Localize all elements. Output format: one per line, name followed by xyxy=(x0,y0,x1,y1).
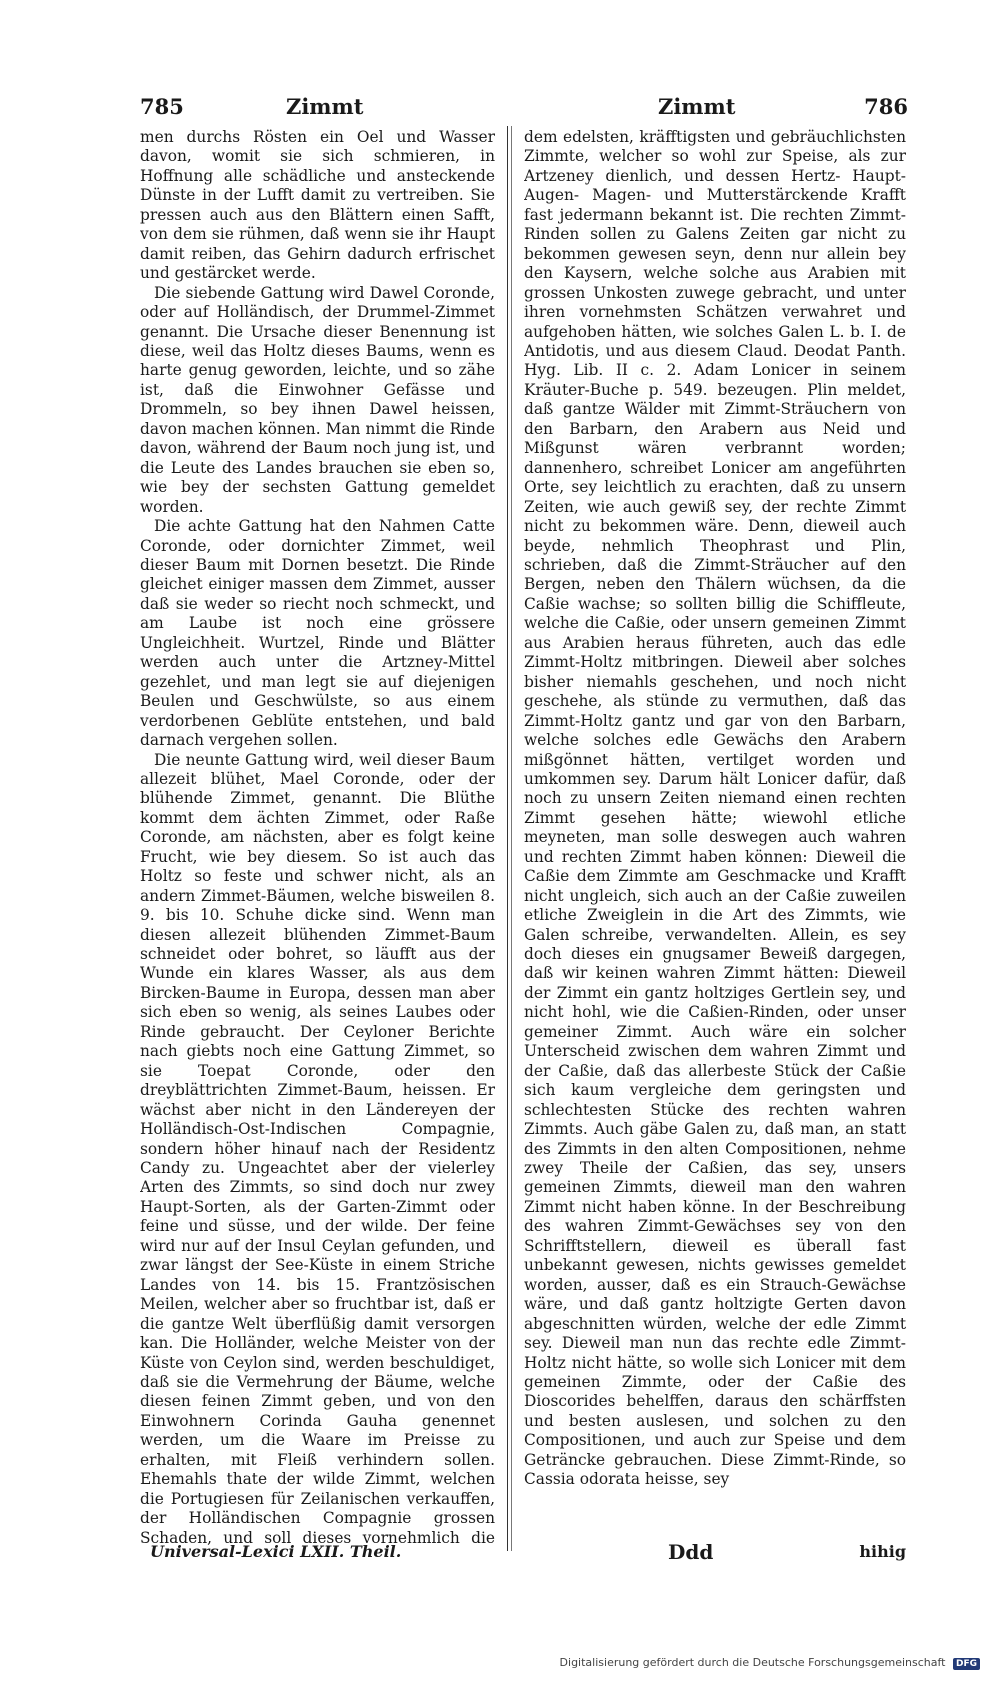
headword-right: Zimmt xyxy=(658,94,736,119)
digitization-credit xyxy=(560,1656,980,1670)
right-text-column xyxy=(524,128,906,1548)
left-paragraph-3: Die achte Gattung hat den Nahmen Catte Coronde, oder dornichter Zimmet, weil dieser Baum mit Dornen besetzt. Die Rinde gleichet einiger massen dem Zimmet, ausser daß sie weder so riecht noch schmeckt, und am Laube ist noch eine grössere Ungleichheit. Wurtzel, Rinde und Blätter werden auch unter die Artzney-Mittel gezehlet, und man legt sie auf diejenigen Beulen und Geschwülste, so aus einem verdorbenen Geblüte entstehen, und bald darnach vergehen sollen. xyxy=(140,517,495,750)
page-number-left: 785 xyxy=(140,94,184,119)
page-header xyxy=(138,92,908,126)
page-number-right: 786 xyxy=(864,94,908,119)
left-text-column xyxy=(140,128,495,1548)
right-paragraph-1: dem edelsten, kräfftigsten und gebräuchlichsten Zimmte, welcher so wohl zur Speise, als zur Artzeney dienlich, und dessen Hertz- Haupt- Augen- Magen- und Mutterstärckende Krafft fast jedermann bekannt ist. Die rechten Zimmt-Rinden sollen zu Galens Zeiten gar nicht zu bekommen gewesen seyn, denn nur allein bey den Kaysern, welche solche aus Arabien mit grossen Unkosten zuwege gebracht, und unter ihren vornehmsten Schätzen verwahret und aufgehoben hätten, wie solches Galen L. b. I. de Antidotis, und aus diesem Claud. Deodat Panth. Hyg. Lib. II c. 2. Adam Lonicer in seinem Kräuter-Buche p. 549. bezeugen. Plin meldet, daß gantze Wälder mit Zimmt-Sträuchern von den Barbarn, den Arabern aus Neid und Mißgunst wären verbrannt worden; dannenhero, schreibet Lonicer am angeführten Orte, sey leichtlich zu erachten, daß zu unsern Zeiten, wie auch gewiß sey, der rechte Zimmt nicht zu bekommen wäre. Denn, dieweil auch beyde, nehmlich Theophrast und Plin, schrieben, daß die Zimmt-Sträucher auf den Bergen, neben den Thälern wüchsen, da die Caßie wachse; so sollten billig die Schiffleute, welche die Caßie, oder unsern gemeinen Zimmt aus Arabien heraus führeten, auch das edle Zimmt-Holtz mitbringen. Dieweil aber solches bisher niemahls geschehen, und noch nicht geschehe, als stünde zu vermuthen, daß das Zimmt-Holtz gantz und gar von den Barbarn, welche solches edle Gewächs den Arabern mißgönnet hätten, vertilget worden und umkommen sey. Darum hält Lonicer dafür, daß noch zu unsern Zeiten niemand einen rechten Zimmt gesehen hätte; wiewohl etliche meyneten, man solle deswegen auch wahren und rechten Zimmt haben können: Dieweil die Caßie dem Zimmte am Geschmacke und Krafft nicht ungleich, sich auch an der Caßie zuweilen etliche Zweiglein in die Art des Zimmts, wie Galen schreibe, verwandelten. Allein, es sey doch dieses ein gnugsamer Beweiß dargegen, daß wir keinen wahren Zimmt hätten: Dieweil der Zimmt ein gantz holtziges Gertlein sey, und nicht hohl, wie die Caßien-Rinden, oder unser gemeiner Zimmt. Auch wäre ein solcher Unterscheid zwischen dem wahren Zimmt und der Caßie, daß das allerbeste Stück der Caßie sich kaum vergleiche dem geringsten und schlechtesten Stücke des rechten wahren Zimmts. Auch gäbe Galen zu, daß man, an statt des Zimmts in den alten Compositionen, nehme zwey Theile der Caßien, das sey, unsers gemeinen Zimmts, dieweil man den wahren Zimmt nicht haben könne. In der Beschreibung des wahren Zimmt-Gewächses sey von den Schrifftstellern, dieweil es überall fast unbekannt gewesen, nichts gewisses gemeldet worden, ausser, daß es ein Strauch-Gewächse wäre, und daß gantz holtzigte Gerten davon abgeschnitten würden, welche der edle Zimmt sey. Dieweil man nun das rechte edle Zimmt-Holtz nicht hätte, so wolle sich Lonicer mit dem gemeinen Zimmte, oder der Caßie des Dioscorides behelffen, daraus den schärffsten und besten auslesen, und solchen zu den Compositionen, und auch zur Speise und dem Geträncke gebrauchen. Diese Zimmt-Rinde, so Cassia odorata heisse, sey xyxy=(524,128,906,1489)
left-paragraph-2: Die siebende Gattung wird Dawel Coronde, oder auf Holländisch, der Drummel-Zimmet genannt. Die Ursache dieser Benennung ist diese, weil das Holtz dieses Baums, wenn es harte genug geworden, leichte, und so zähe ist, daß die Einwohner Gefässe und Drommeln, so bey ihnen Dawel heissen, davon machen können. Man nimmt die Rinde davon, während der Baum noch jung ist, und die Leute des Landes brauchen sie eben so, wie bey der sechsten Gattung gemeldet worden. xyxy=(140,283,495,516)
catchword: hihig xyxy=(859,1542,906,1561)
column-divider xyxy=(507,126,508,1551)
dfg-logo: DFG xyxy=(953,1658,980,1670)
left-paragraph-4: Die neunte Gattung wird, weil dieser Baum allezeit blühet, Mael Coronde, oder der blühende Zimmet, genannt. Die Blüthe kommt dem ächten Zimmet, oder Raße Coronde, am nächsten, aber es folgt keine Frucht, wie bey diesem. So ist auch das Holtz so feste und schwer nicht, als an andern Zimmet-Bäumen, welche bisweilen 8. 9. bis 10. Schuhe dicke sind. Wenn man diesen allezeit blühenden Zimmet-Baum schneidet oder bohret, so läufft aus der Wunde ein klares Wasser, als aus dem Bircken-Baume in Europa, dessen man aber sich eben so wenig, als seines Laubes oder Rinde gebraucht. Der Ceyloner Berichte nach giebts noch eine Gattung Zimmet, so sie Toepat Coronde, oder den dreyblättrichten Zimmet-Baum, heissen. Er wächst aber nicht in den Ländereyen der Holländisch-Ost-Indischen Compagnie, sondern höher hinauf nach der Residentz Candy zu. Ungeachtet aber der vielerley Arten des Zimmts, so sind doch nur zwey Haupt-Sorten, als der Garten-Zimmt oder feine und süsse, und der wilde. Der feine wird nur auf der Insul Ceylan gefunden, und zwar längst der See-Küste in einem Striche Landes von 14. bis 15. Frantzösischen Meilen, welcher aber so fruchtbar ist, daß er die gantze Welt überflüßig damit versorgen kan. Die Holländer, welche Meister von der Küste von Ceylon sind, werden beschuldiget, daß sie die Vermehrung der Bäume, welche diesen feinen Zimmt geben, und von den Einwohnern Corinda Gauha genennet werden, um die Waare im Preisse zu erhalten, mit Fleiß verhindern sollen. Ehemahls thate der wilde Zimmt, welchen die Portugiesen für Zeilanischen verkauffen, der Holländischen Compagnie grossen Schaden, und soll dieses vornehmlich die xyxy=(140,750,495,1547)
left-paragraph-1: men durchs Rösten ein Oel und Wasser davon, womit sie sich schmieren, in Hoffnung alle schädliche und ansteckende Dünste in der Lufft damit zu vertreiben. Sie pressen auch aus den Blättern einen Safft, von dem sie rühmen, daß wenn sie ihr Haupt damit reiben, das Gehirn dadurch erfrischet und gestärcket werde. xyxy=(140,128,495,283)
credit-text: Digitalisierung gefördert durch die Deutsche Forschungsgemeinschaft xyxy=(559,1656,946,1669)
volume-footer: Universal-Lexici LXII. Theil. xyxy=(150,1542,402,1561)
headword-left: Zimmt xyxy=(286,94,364,119)
signature-mark: Ddd xyxy=(668,1540,714,1564)
book-page xyxy=(138,92,908,1562)
column-divider-inner xyxy=(511,126,512,1551)
